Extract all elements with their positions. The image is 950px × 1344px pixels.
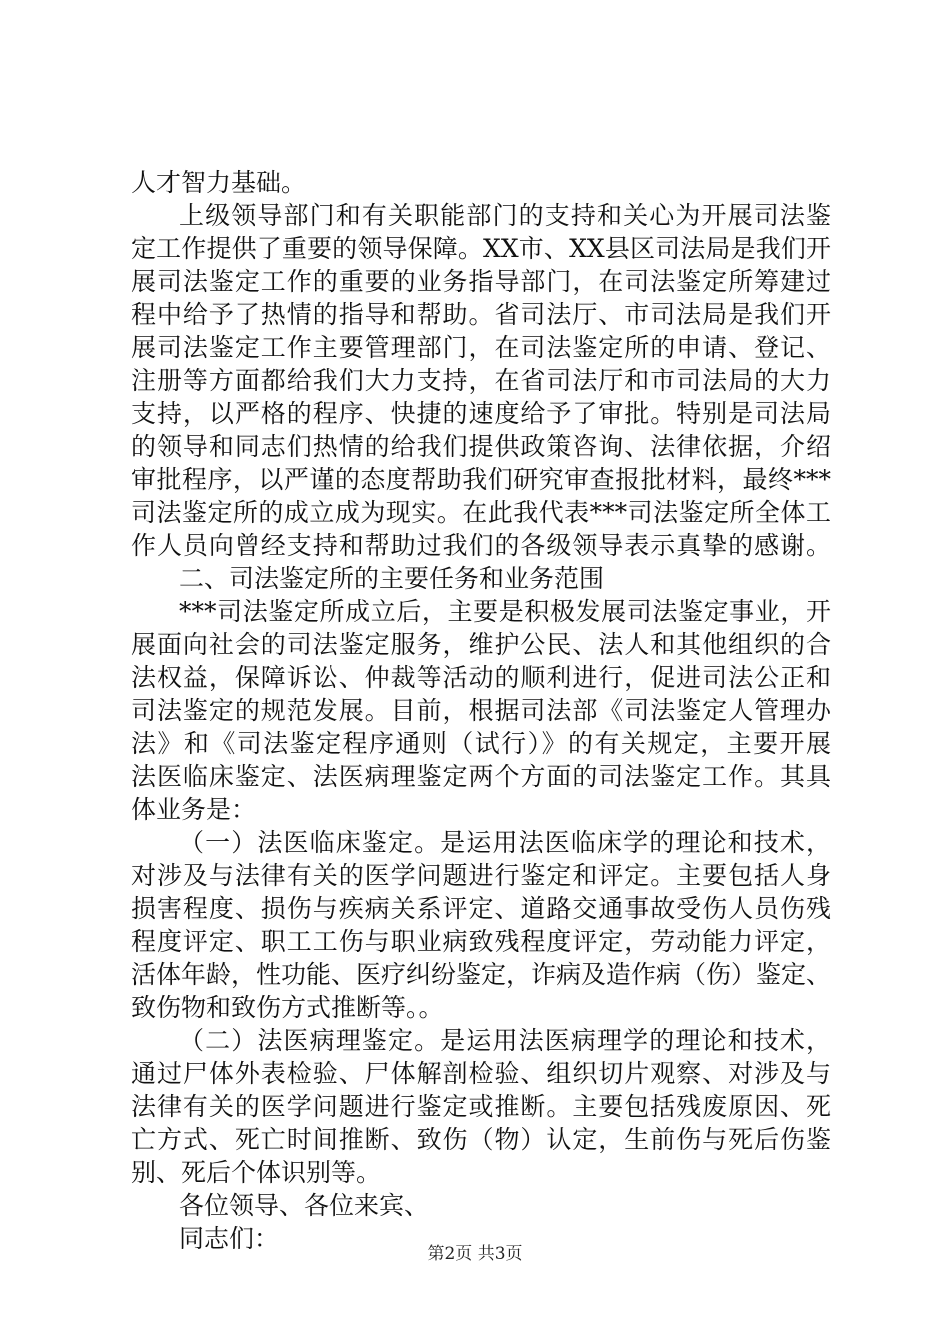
text-line: （一）法医临床鉴定。是运用法医临床学的理论和技术， — [179, 828, 831, 857]
text-line: 司法鉴定的规范发展。目前，根据司法部《司法鉴定人管理办 — [131, 696, 831, 725]
page-footer: 第2页 共3页 — [427, 1244, 523, 1264]
text-line: 展司法鉴定工作的重要的业务指导部门，在司法鉴定所筹建过 — [131, 267, 831, 296]
text-line: 展面向社会的司法鉴定服务，维护公民、法人和其他组织的合 — [131, 630, 831, 659]
text-line: 同志们： — [179, 1224, 280, 1253]
text-line: 支持，以严格的程序、快捷的速度给予了审批。特别是司法局 — [131, 399, 831, 428]
text-line: 致伤物和致伤方式推断等。。 — [131, 993, 444, 1022]
text-line: 损害程度、损伤与疾病关系评定、道路交通事故受伤人员伤残 — [131, 894, 831, 923]
text-line: 二、司法鉴定所的主要任务和业务范围 — [179, 564, 605, 593]
text-line: 作人员向曾经支持和帮助过我们的各级领导表示真挚的感谢。 — [131, 531, 831, 560]
text-line: 的领导和同志们热情的给我们提供政策咨询、法律依据，介绍 — [131, 432, 831, 461]
text-line: 别、死后个体识别等。 — [131, 1158, 382, 1187]
text-line: 展司法鉴定工作主要管理部门，在司法鉴定所的申请、登记、 — [131, 333, 831, 362]
text-line: 各位领导、各位来宾、 — [179, 1191, 430, 1220]
text-line: 上级领导部门和有关职能部门的支持和关心为开展司法鉴 — [179, 201, 831, 230]
text-line: 注册等方面都给我们大力支持，在省司法厅和市司法局的大力 — [131, 366, 831, 395]
text-line: ***司法鉴定所成立后，主要是积极发展司法鉴定事业，开 — [179, 597, 831, 626]
text-line: （二）法医病理鉴定。是运用法医病理学的理论和技术， — [179, 1026, 831, 1055]
text-line: 法医临床鉴定、法医病理鉴定两个方面的司法鉴定工作。其具 — [131, 762, 831, 791]
text-line: 审批程序，以严谨的态度帮助我们研究审查报批材料，最终*** — [131, 465, 831, 494]
text-line: 体业务是： — [131, 795, 257, 824]
text-line: 人才智力基础。 — [131, 168, 307, 197]
text-line: 对涉及与法律有关的医学问题进行鉴定和评定。主要包括人身 — [131, 861, 831, 890]
text-line: 程中给予了热情的指导和帮助。省司法厅、市司法局是我们开 — [131, 300, 831, 329]
text-line: 程度评定、职工工伤与职业病致残程度评定，劳动能力评定， — [131, 927, 831, 956]
text-line: 活体年龄，性功能、医疗纠纷鉴定，诈病及造作病（伤）鉴定、 — [131, 960, 832, 989]
document-body — [131, 166, 831, 1255]
text-line: 亡方式、死亡时间推断、致伤（物）认定，生前伤与死后伤鉴 — [131, 1125, 831, 1154]
text-line: 法律有关的医学问题进行鉴定或推断。主要包括残废原因、死 — [131, 1092, 831, 1121]
text-line: 法》和《司法鉴定程序通则（试行）》的有关规定，主要开展 — [131, 729, 831, 758]
text-line: 定工作提供了重要的领导保障。XX市、XX县区司法局是我们开 — [131, 234, 831, 263]
text-line: 法权益，保障诉讼、仲裁等活动的顺利进行，促进司法公正和 — [131, 663, 831, 692]
text-line: 司法鉴定所的成立成为现实。在此我代表***司法鉴定所全体工 — [131, 498, 831, 527]
text-line: 通过尸体外表检验、尸体解剖检验、组织切片观察、对涉及与 — [131, 1059, 831, 1088]
